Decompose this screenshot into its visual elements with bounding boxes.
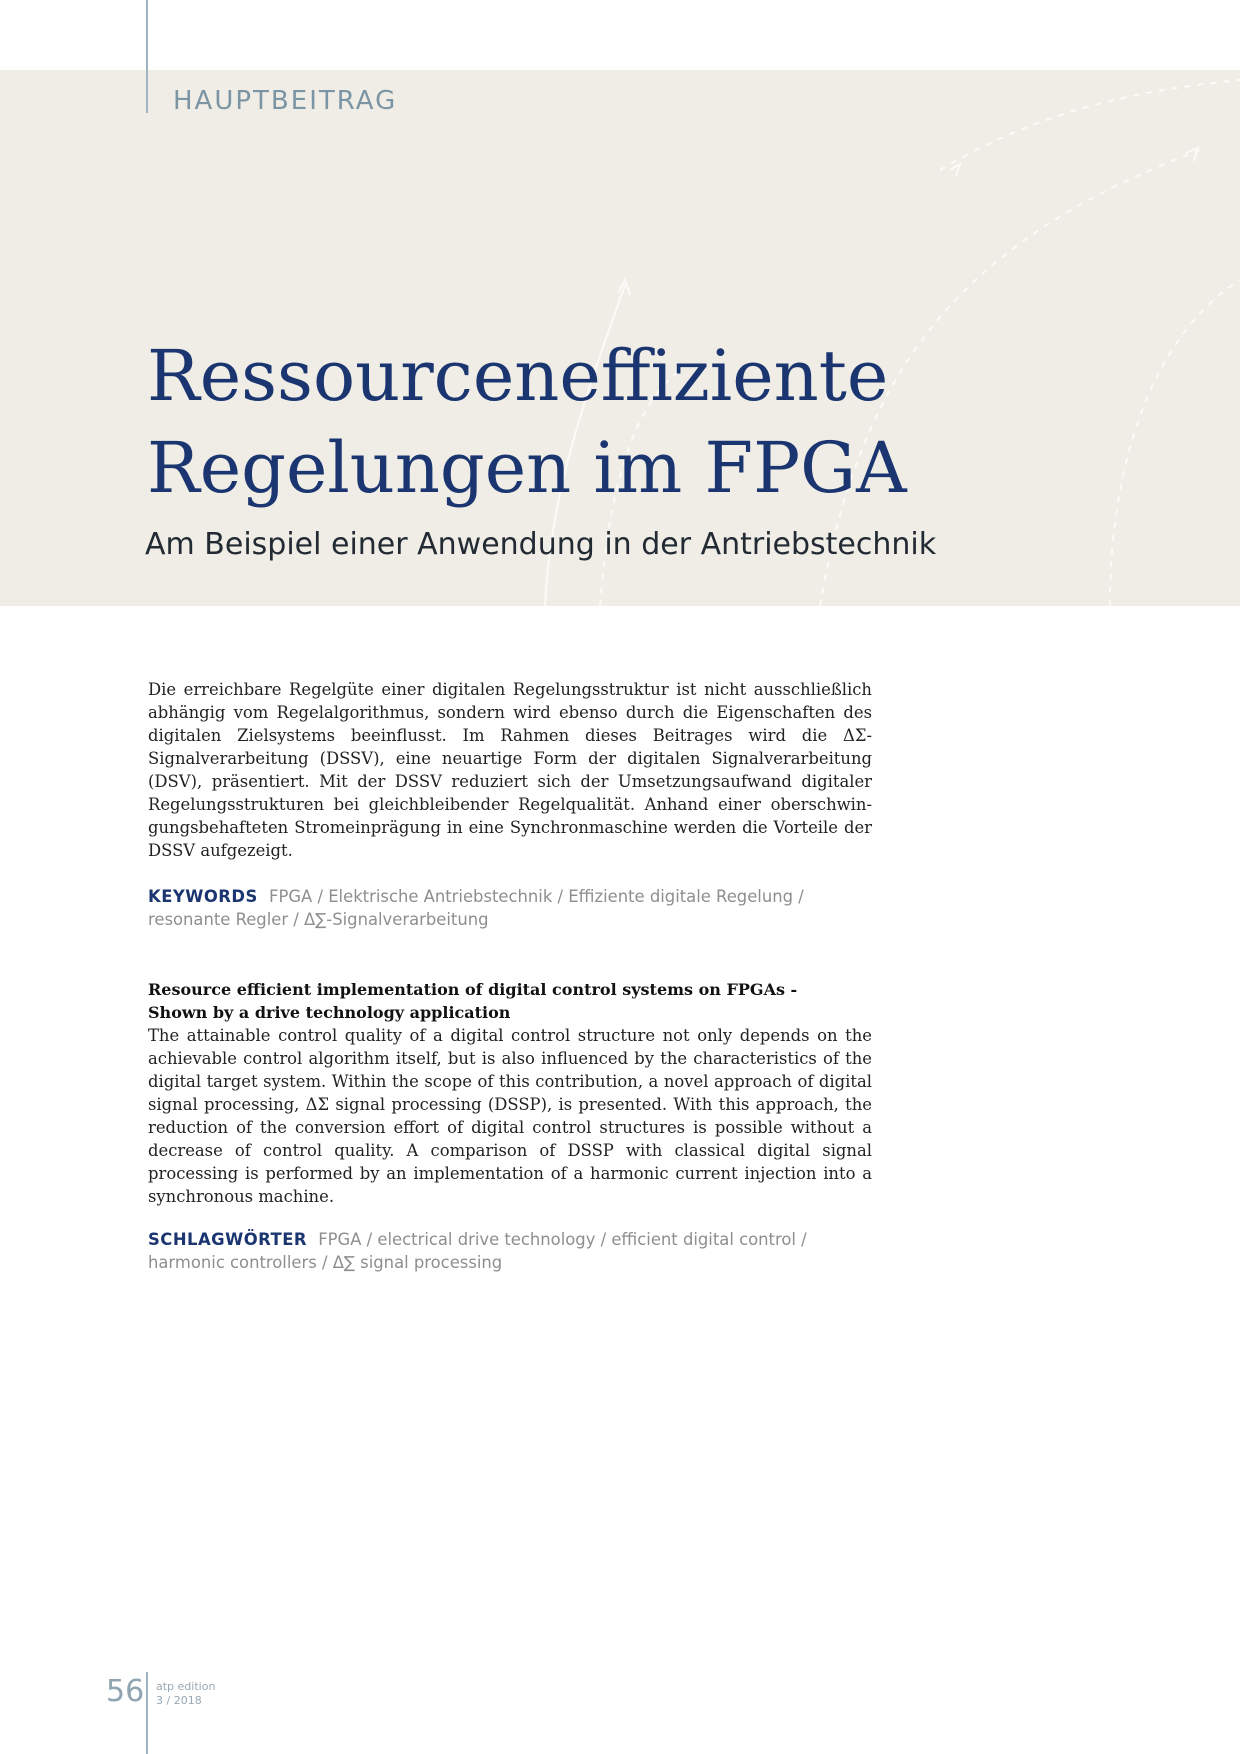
page-number: 56 — [106, 1674, 145, 1709]
keywords-english — [148, 1228, 872, 1274]
article-title — [147, 330, 1197, 514]
article-title-line-1: Ressourceneffiziente — [147, 335, 889, 417]
abstract-german: Die erreichbare Regelgüte einer digitalen Regelungsstruktur ist nicht ausschließlich abhängig vom Regelalgorithmus, sondern wird ebenso durch die Eigenschaften des digitalen Zielsystems beeinflusst. Im Rahmen dieses Beitrages wird die ΔΣ-Signalverarbeitung (DSSV), eine neuartige Form der digitalen Signalverarbeitung (DSV), präsentiert. Mit der DSSV reduziert sich der Umsetzungsaufwand digitaler Regelungsstrukturen bei gleichbleibender Regelqualität. Anhand einer oberschwingungsbehafteten Stromeinprägung in eine Synchronmaschine werden die Vorteile der DSSV aufgezeigt. — [148, 680, 872, 860]
article-title-line-2: Regelungen im FPGA — [147, 427, 907, 509]
english-title-line-1: Resource efficient implementation of digital control systems on FPGAs - — [148, 980, 798, 999]
english-title — [148, 978, 872, 1024]
margin-rule-top — [146, 0, 148, 113]
schlagwoerter-text: FPGA / electrical drive technology / efficient digital control / harmonic controllers / Δ∑ signal processing — [148, 1230, 807, 1272]
keywords-text: FPGA / Elektrische Antriebstechnik / Effiziente digitale Regelung / resonante Regler / Δ∑-Signalverarbeitung — [148, 887, 804, 929]
abstract-english: The attainable control quality of a digital control structure not only depends on the achievable control algorithm itself, but is also influenced by the characteristics of the digital target system. Within the scope of this contribution, a novel approach of digital signal processing, ΔΣ signal processing (DSSP), is presented. With this approach, the reduction of the conversion effort of digital control structures is possible without a decrease of control quality. A comparison of DSSP with classical digital signal processing is performed by an implementation of a harmonic current injection into a synchronous machine. — [148, 1026, 872, 1206]
publication-name: atp edition — [156, 1680, 216, 1693]
english-title-line-2: Shown by a drive technology application — [148, 1003, 511, 1022]
article-subtitle: Am Beispiel einer Anwendung in der Antriebstechnik — [145, 527, 937, 562]
publication-issue: 3 / 2018 — [156, 1694, 202, 1707]
margin-rule-bottom — [146, 1672, 148, 1754]
keywords-label: KEYWORDS — [148, 887, 258, 906]
publication-info — [156, 1680, 215, 1708]
arrow-head-2 — [950, 164, 960, 176]
schlagwoerter-label: SCHLAGWÖRTER — [148, 1230, 308, 1249]
keywords-german — [148, 885, 872, 931]
section-label: HAUPTBEITRAG — [173, 86, 398, 116]
